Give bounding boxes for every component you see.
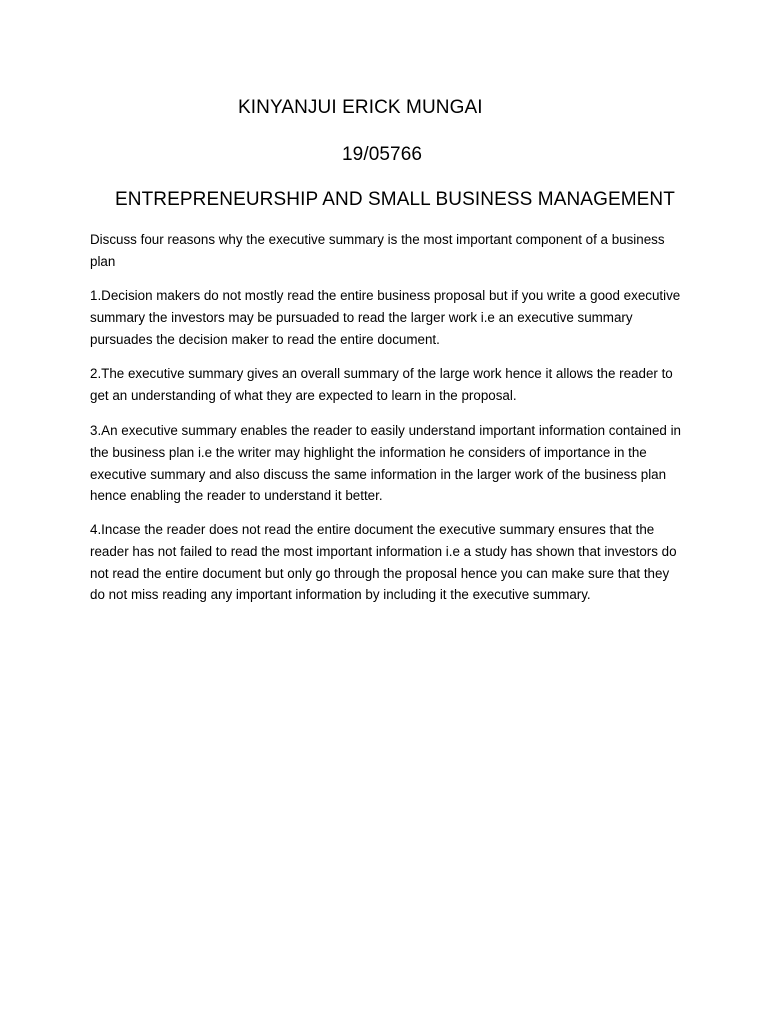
answer-paragraph-3: 3.An executive summary enables the reader to easily understand important information contained in the business plan i.e the writer may highlight the information he considers of importance in the executive summary and also discuss the same information in the larger work of the business plan hence enabling the reader to understand it better. [90,423,682,504]
author-name: KINYANJUI ERICK MUNGAI [238,97,483,118]
question-text: Discuss four reasons why the executive summary is the most important component of a business plan [90,232,665,269]
answer-paragraph-1: 1.Decision makers do not mostly read the entire business proposal but if you write a good executive summary the investors may be pursuaded to read the larger work i.e an executive summary pursuades the decision maker to read the entire document. [90,288,681,347]
student-id: 19/05766 [342,144,423,165]
answer-paragraph-2: 2.The executive summary gives an overall summary of the large work hence it allows the reader to get an understanding of what they are expected to learn in the proposal. [90,366,673,403]
course-title: ENTREPRENEURSHIP AND SMALL BUSINESS MANAGEMENT [115,189,675,210]
answer-paragraph-4: 4.Incase the reader does not read the entire document the executive summary ensures that the reader has not failed to read the most important information i.e a study has shown that investors do not read the entire document but only go through the proposal hence you can make sure that they do not miss reading any important information by including it the executive summary. [90,522,677,603]
